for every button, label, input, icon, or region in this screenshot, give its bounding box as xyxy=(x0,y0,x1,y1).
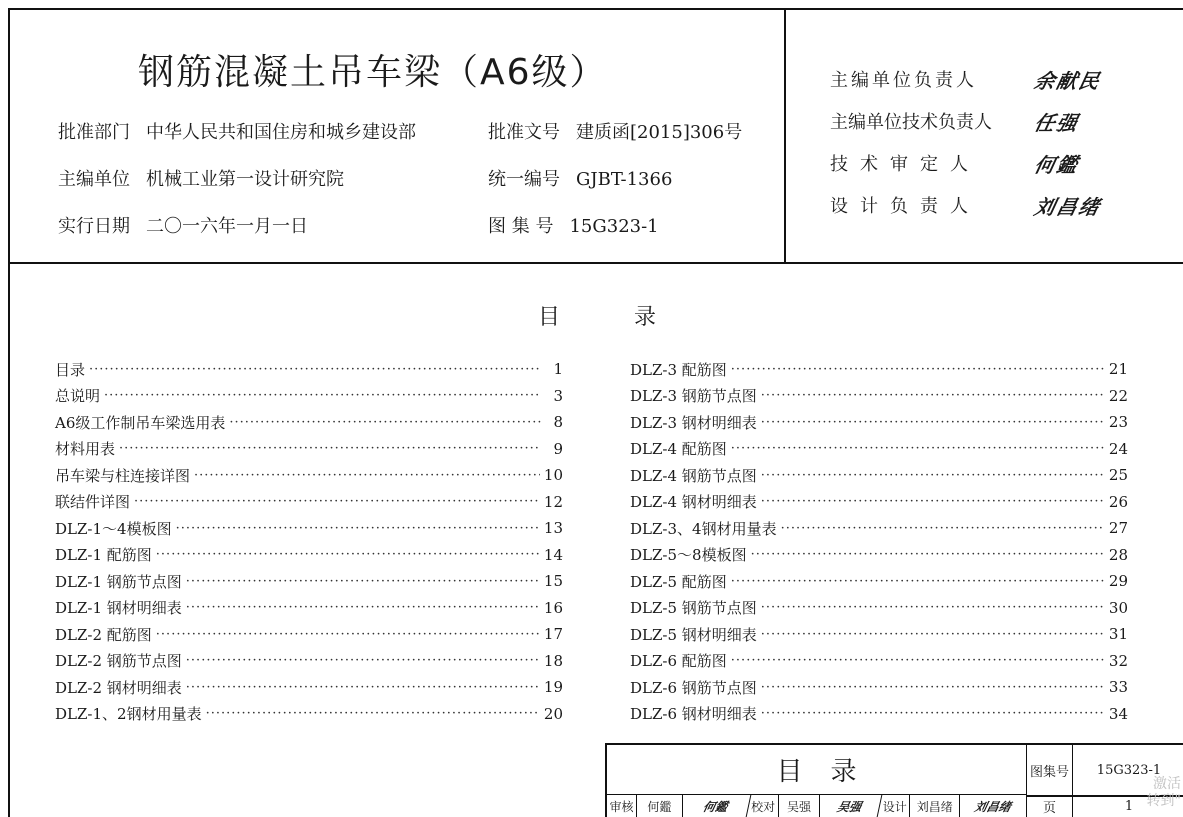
toc-item-page: 3 xyxy=(553,386,563,405)
toc-leader-dots xyxy=(176,521,540,536)
toc-item-page: 19 xyxy=(543,678,563,697)
toc-leader-dots xyxy=(761,415,1105,430)
review-label: 审核 xyxy=(607,795,637,817)
review-signature: 何鑑 xyxy=(680,795,751,817)
signature: 任强 xyxy=(1032,110,1082,135)
toc-leader-dots xyxy=(186,653,540,668)
toc-item-text: DLZ-4 钢筋节点图 xyxy=(630,466,757,485)
signer-role: 主编单位负责人 xyxy=(830,70,977,91)
toc-item-page: 1 xyxy=(553,360,563,379)
toc-leader-dots xyxy=(104,388,541,403)
toc-item[interactable] xyxy=(630,674,1128,701)
toc-leader-dots xyxy=(89,362,541,377)
page-value: 1 xyxy=(1124,799,1134,814)
toc-item-page: 10 xyxy=(543,466,563,485)
meta-approval-no xyxy=(488,118,742,144)
toc-item[interactable] xyxy=(55,515,563,542)
toc-item[interactable] xyxy=(55,409,563,436)
toc-item-text: DLZ-6 钢材明细表 xyxy=(630,705,757,724)
toc-item[interactable] xyxy=(55,701,563,728)
toc-item-page: 33 xyxy=(1108,678,1128,697)
meta-value: 15G323-1 xyxy=(569,216,659,237)
toc-item-text: A6级工作制吊车梁选用表 xyxy=(55,413,226,432)
toc-item[interactable] xyxy=(630,462,1128,489)
toc-item-page: 22 xyxy=(1108,386,1128,405)
toc-item[interactable] xyxy=(55,436,563,463)
toc-leader-dots xyxy=(731,574,1105,589)
toc-leader-dots xyxy=(761,494,1105,509)
atlas-title: 钢筋混凝土吊车梁（A6级） xyxy=(138,52,608,93)
signer-role: 设计负责人 xyxy=(830,196,980,217)
toc-leader-dots xyxy=(761,706,1105,721)
meta-value: 建质函[2015]306号 xyxy=(576,122,743,143)
meta-label: 批准部门 xyxy=(58,122,130,143)
toc-right-column xyxy=(630,356,1128,727)
design-signature: 刘昌绪 xyxy=(973,799,1013,814)
toc-leader-dots xyxy=(194,468,540,483)
toc-item-text: DLZ-3 钢筋节点图 xyxy=(630,387,757,406)
toc-item-text: DLZ-5 钢筋节点图 xyxy=(630,599,757,618)
signature: 何鑑 xyxy=(1032,152,1082,177)
signer-row xyxy=(830,58,1104,100)
toc-leader-dots xyxy=(761,627,1105,642)
toc-item-text: DLZ-1、2钢材用量表 xyxy=(55,705,202,724)
toc-item-text: DLZ-6 钢筋节点图 xyxy=(630,678,757,697)
toc-leader-dots xyxy=(186,574,540,589)
toc-leader-dots xyxy=(731,362,1105,377)
meta-effective-date xyxy=(58,212,308,238)
meta-label: 统一编号 xyxy=(488,169,560,190)
approvals-row xyxy=(607,795,1027,817)
meta-atlas-no xyxy=(488,212,659,238)
toc-item-text: DLZ-4 钢材明细表 xyxy=(630,493,757,512)
toc-item-text: 联结件详图 xyxy=(55,493,131,512)
toc-title-char: 目 xyxy=(538,305,561,330)
toc-item-text: DLZ-6 配筋图 xyxy=(630,652,727,671)
atlas-no-label: 图集号 xyxy=(1027,745,1073,795)
toc-item[interactable] xyxy=(630,489,1128,516)
signer-row xyxy=(830,100,1101,142)
toc-item-text: DLZ-5～8模板图 xyxy=(630,546,747,565)
toc-item-page: 14 xyxy=(543,545,563,564)
toc-item[interactable] xyxy=(630,648,1128,675)
review-name: 何鑑 xyxy=(637,795,683,817)
check-signature: 吴强 xyxy=(818,795,883,817)
toc-item[interactable] xyxy=(55,383,563,410)
toc-item-page: 16 xyxy=(543,598,563,617)
signer-row xyxy=(830,184,1104,226)
toc-item-page: 32 xyxy=(1108,651,1128,670)
toc-leader-dots xyxy=(751,547,1105,562)
toc-item[interactable] xyxy=(55,648,563,675)
toc-item-page: 20 xyxy=(543,704,563,723)
toc-item-page: 8 xyxy=(553,413,563,432)
toc-leader-dots xyxy=(229,415,541,430)
meta-value: GJBT-1366 xyxy=(576,169,673,190)
toc-item-text: DLZ-4 配筋图 xyxy=(630,440,727,459)
toc-item-text: 总说明 xyxy=(55,387,101,406)
toc-item[interactable] xyxy=(630,568,1128,595)
toc-item[interactable] xyxy=(55,568,563,595)
watermark-line: 激活 xyxy=(1153,776,1181,792)
toc-title xyxy=(538,300,656,331)
meta-value: 机械工业第一设计研究院 xyxy=(146,169,344,190)
meta-label: 实行日期 xyxy=(58,216,130,237)
toc-item-page: 23 xyxy=(1108,413,1128,432)
toc-item[interactable] xyxy=(630,436,1128,463)
toc-leader-dots xyxy=(134,494,540,509)
design-label: 设计 xyxy=(880,795,910,817)
toc-leader-dots xyxy=(761,600,1105,615)
toc-item[interactable] xyxy=(55,542,563,569)
toc-item[interactable] xyxy=(630,621,1128,648)
toc-item-page: 18 xyxy=(543,651,563,670)
drawing-title: 目录 xyxy=(607,745,1027,795)
toc-item-text: DLZ-3、4钢材用量表 xyxy=(630,519,777,538)
toc-item-page: 31 xyxy=(1108,625,1128,644)
toc-item-page: 25 xyxy=(1108,466,1128,485)
toc-item-text: DLZ-3 钢材明细表 xyxy=(630,413,757,432)
toc-item-text: DLZ-3 配筋图 xyxy=(630,360,727,379)
toc-item-page: 12 xyxy=(543,492,563,511)
meta-unified-no xyxy=(488,165,672,191)
toc-item-page: 9 xyxy=(553,439,563,458)
toc-left-column xyxy=(55,356,563,727)
toc-item-page: 34 xyxy=(1108,704,1128,723)
toc-item-text: DLZ-5 钢材明细表 xyxy=(630,625,757,644)
toc-leader-dots xyxy=(781,521,1105,536)
toc-leader-dots xyxy=(731,441,1105,456)
meta-value: 二〇一六年一月一日 xyxy=(146,216,308,237)
toc-item[interactable] xyxy=(55,621,563,648)
signer-row xyxy=(830,142,1101,184)
toc-item[interactable] xyxy=(630,383,1128,410)
toc-leader-dots xyxy=(186,600,540,615)
meta-chief-unit xyxy=(58,165,344,191)
toc-item-text: DLZ-2 钢筋节点图 xyxy=(55,652,182,671)
toc-item-page: 13 xyxy=(543,519,563,538)
toc-leader-dots xyxy=(206,706,540,721)
toc-leader-dots xyxy=(731,653,1105,668)
toc-item[interactable] xyxy=(630,515,1128,542)
header-info xyxy=(8,8,786,262)
signer-role: 主编单位技术负责人 xyxy=(830,112,992,133)
toc-item[interactable] xyxy=(55,462,563,489)
toc-item-text: DLZ-2 配筋图 xyxy=(55,625,152,644)
header-block xyxy=(8,8,1183,264)
toc-item-text: DLZ-2 钢材明细表 xyxy=(55,678,182,697)
toc-item[interactable] xyxy=(630,701,1128,728)
activation-watermark xyxy=(1147,776,1181,810)
title-block xyxy=(605,743,1183,817)
page-label: 页 xyxy=(1027,796,1073,817)
toc-item-page: 28 xyxy=(1108,545,1128,564)
toc-item-page: 24 xyxy=(1108,439,1128,458)
toc-item[interactable] xyxy=(630,542,1128,569)
signature: 余献民 xyxy=(1032,68,1104,93)
toc-item-text: DLZ-5 配筋图 xyxy=(630,572,727,591)
toc-leader-dots xyxy=(761,468,1105,483)
check-label: 校对 xyxy=(749,795,779,817)
toc-item[interactable] xyxy=(630,409,1128,436)
toc-item[interactable] xyxy=(55,595,563,622)
meta-label: 批准文号 xyxy=(488,122,560,143)
meta-label: 主编单位 xyxy=(58,169,130,190)
meta-value: 中华人民共和国住房和城乡建设部 xyxy=(146,122,416,143)
signers-list xyxy=(830,58,1104,226)
toc-item-page: 21 xyxy=(1108,360,1128,379)
toc-item-text: DLZ-1 钢筋节点图 xyxy=(55,572,182,591)
toc-leader-dots xyxy=(119,441,541,456)
toc-item[interactable] xyxy=(55,489,563,516)
toc-item-text: 目录 xyxy=(55,360,86,379)
toc-item-text: DLZ-1 配筋图 xyxy=(55,546,152,565)
meta-approval-dept xyxy=(58,118,416,144)
toc-item-text: 材料用表 xyxy=(55,440,116,459)
toc-item-text: DLZ-1 钢材明细表 xyxy=(55,599,182,618)
toc-leader-dots xyxy=(761,680,1105,695)
toc-item[interactable] xyxy=(55,356,563,383)
toc-item-page: 26 xyxy=(1108,492,1128,511)
toc-item-text: 吊车梁与柱连接详图 xyxy=(55,466,191,485)
toc-item[interactable] xyxy=(55,674,563,701)
signer-role: 技术审定人 xyxy=(830,154,980,175)
toc-item[interactable] xyxy=(630,595,1128,622)
toc-title-char: 录 xyxy=(634,305,657,330)
toc-item-page: 30 xyxy=(1108,598,1128,617)
meta-label: 图 集 号 xyxy=(488,216,554,237)
toc-leader-dots xyxy=(156,627,540,642)
check-name: 吴强 xyxy=(779,795,821,817)
design-name: 刘昌绪 xyxy=(910,795,960,817)
watermark-line: 转到" xyxy=(1146,793,1181,809)
toc-leader-dots xyxy=(156,547,540,562)
toc-item-page: 17 xyxy=(543,625,563,644)
toc-item-text: DLZ-1～4模板图 xyxy=(55,519,172,538)
atlas-no-value: 15G323-1 xyxy=(1096,762,1162,778)
signature: 刘昌绪 xyxy=(1032,194,1104,219)
toc-item-page: 27 xyxy=(1108,519,1128,538)
toc-item-page: 29 xyxy=(1108,572,1128,591)
toc-leader-dots xyxy=(186,680,540,695)
toc-item-page: 15 xyxy=(543,572,563,591)
toc-leader-dots xyxy=(761,388,1105,403)
toc-item[interactable] xyxy=(630,356,1128,383)
